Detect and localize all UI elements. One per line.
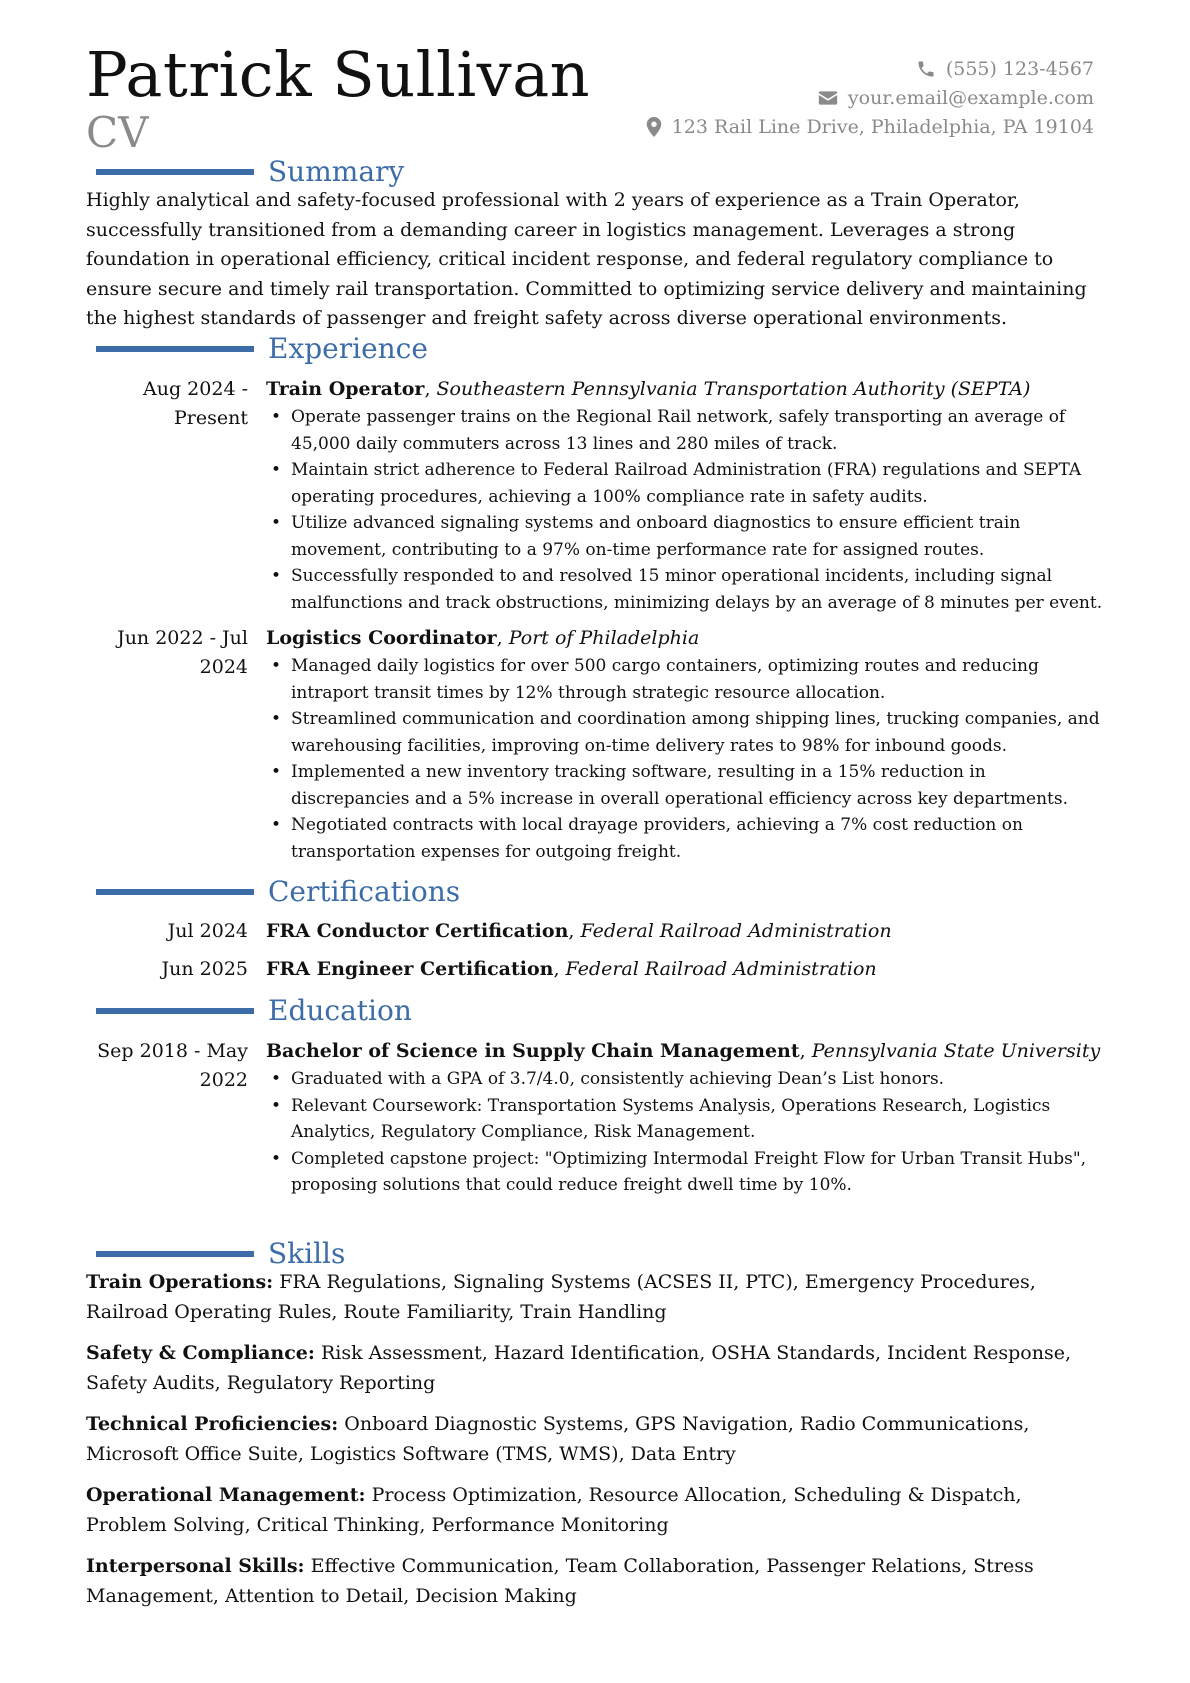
bullet-item: • Graduated with a GPA of 3.7/4.0, consistently achieving Dean’s List honors. xyxy=(266,1066,1106,1093)
skill-text: Effective Communication, Team Collaboration, Passenger Relations, Stress Management, Attention to Detail, Decision Making xyxy=(86,1555,1034,1607)
section-certifications xyxy=(96,875,461,908)
document-type: CV xyxy=(86,108,149,157)
entry-heading: Train Operator, Southeastern Pennsylvania Transportation Authority (SEPTA) xyxy=(266,378,1031,400)
contact-block xyxy=(646,54,1094,141)
phone-icon xyxy=(916,59,936,79)
section-experience xyxy=(96,332,428,365)
entry-title: Train Operator xyxy=(266,378,425,400)
entry-org: Pennsylvania State University xyxy=(811,1040,1101,1062)
entry-date: Jun 2022 - Jul 2024 xyxy=(117,627,248,678)
contact-phone xyxy=(646,54,1094,83)
bullet-item: • Negotiated contracts with local drayage providers, achieving a 7% cost reduction on transportation expenses for outgoing freight. xyxy=(266,812,1106,865)
contact-email xyxy=(646,83,1094,112)
skill-label: Train Operations: xyxy=(86,1271,274,1293)
entry-org: Federal Railroad Administration xyxy=(580,920,892,942)
candidate-name: Patrick Sullivan xyxy=(86,38,591,111)
bullet-item: • Completed capstone project: "Optimizing Intermodal Freight Flow for Urban Transit Hubs", proposing solutions that could reduce freight dwell time by 10%. xyxy=(266,1146,1106,1199)
entry-title: FRA Engineer Certification xyxy=(266,958,554,980)
entry-bullets xyxy=(266,404,1106,616)
section-title: Skills xyxy=(268,1237,346,1270)
skill-label: Technical Proficiencies: xyxy=(86,1413,339,1435)
section-title: Summary xyxy=(268,155,405,188)
section-bar xyxy=(96,1008,254,1014)
entry-title: Logistics Coordinator xyxy=(266,627,497,649)
skill-text: Onboard Diagnostic Systems, GPS Navigation, Radio Communications, Microsoft Office Suite, Logistics Software (TMS, WMS), Data Entry xyxy=(86,1413,1030,1465)
entry-date: Jun 2025 xyxy=(161,958,248,980)
bullet-item: • Managed daily logistics for over 500 cargo containers, optimizing routes and reducing intraport transit times by 12% through strategic resource allocation. xyxy=(266,653,1106,706)
entry-org: Southeastern Pennsylvania Transportation Authority (SEPTA) xyxy=(436,378,1031,400)
section-bar xyxy=(96,346,254,352)
skill-text: Risk Assessment, Hazard Identification, OSHA Standards, Incident Response, Safety Audits, Regulatory Reporting xyxy=(86,1342,1071,1394)
section-education xyxy=(96,994,412,1027)
entry-heading: FRA Engineer Certification, Federal Railroad Administration xyxy=(266,958,877,980)
skill-group xyxy=(86,1339,1106,1398)
bullet-item: • Streamlined communication and coordination among shipping lines, trucking companies, and warehousing facilities, improving on-time delivery rates to 98% for inbound goods. xyxy=(266,706,1106,759)
envelope-icon xyxy=(818,90,838,106)
contact-address xyxy=(646,112,1094,141)
skill-group xyxy=(86,1481,1106,1540)
bullet-item: • Successfully responded to and resolved 15 minor operational incidents, including signal malfunctions and track obstructions, minimizing delays by an average of 8 minutes per event. xyxy=(266,563,1106,616)
bullet-item: • Maintain strict adherence to Federal Railroad Administration (FRA) regulations and SEPTA operating procedures, achieving a 100% compliance rate in safety audits. xyxy=(266,457,1106,510)
entry-org: Federal Railroad Administration xyxy=(565,958,877,980)
skill-label: Interpersonal Skills: xyxy=(86,1555,305,1577)
entry-date: Sep 2018 - May 2022 xyxy=(97,1040,248,1091)
section-bar xyxy=(96,1251,254,1257)
entry-bullets xyxy=(266,1066,1106,1199)
bullet-item: • Relevant Coursework: Transportation Systems Analysis, Operations Research, Logistics Analytics, Regulatory Compliance, Risk Management. xyxy=(266,1093,1106,1146)
section-title: Experience xyxy=(268,332,428,365)
skill-label: Safety & Compliance: xyxy=(86,1342,315,1364)
section-bar xyxy=(96,169,254,175)
skill-text: Process Optimization, Resource Allocation, Scheduling & Dispatch, Problem Solving, Critical Thinking, Performance Monitoring xyxy=(86,1484,1022,1536)
bullet-item: • Implemented a new inventory tracking software, resulting in a 15% reduction in discrepancies and a 5% increase in overall operational efficiency across key departments. xyxy=(266,759,1106,812)
phone-text: (555) 123-4567 xyxy=(945,57,1094,80)
skill-group xyxy=(86,1268,1106,1327)
section-summary xyxy=(96,155,405,188)
entry-title: FRA Conductor Certification xyxy=(266,920,569,942)
skill-group xyxy=(86,1552,1106,1611)
skill-group xyxy=(86,1410,1106,1469)
skill-text: FRA Regulations, Signaling Systems (ACSES II, PTC), Emergency Procedures, Railroad Operating Rules, Route Familiarity, Train Handling xyxy=(86,1271,1036,1323)
entry-heading: Logistics Coordinator, Port of Philadelphia xyxy=(266,627,700,649)
map-pin-icon xyxy=(646,117,662,137)
skill-label: Operational Management: xyxy=(86,1484,366,1506)
entry-date: Jul 2024 xyxy=(167,920,248,942)
email-text[interactable]: your.email@example.com xyxy=(847,86,1094,109)
section-title: Education xyxy=(268,994,412,1027)
section-skills xyxy=(96,1237,346,1270)
entry-heading: Bachelor of Science in Supply Chain Management, Pennsylvania State University xyxy=(266,1040,1101,1062)
entry-date: Aug 2024 - Present xyxy=(143,378,248,429)
section-bar xyxy=(96,889,254,895)
summary-text: Highly analytical and safety-focused professional with 2 years of experience as a Train Operator, successfully transitioned from a demanding career in logistics management. Leverages a strong foundation in operational efficiency, critical incident response, and federal regulatory compliance to ensure secure and timely rail transportation. Committed to optimizing service delivery and maintaining the highest standards of passenger and freight safety across diverse operational environments. xyxy=(86,189,1087,329)
entry-org: Port of Philadelphia xyxy=(508,627,700,649)
section-title: Certifications xyxy=(268,875,461,908)
entry-bullets xyxy=(266,653,1106,865)
bullet-item: • Utilize advanced signaling systems and onboard diagnostics to ensure efficient train movement, contributing to a 97% on-time performance rate for assigned routes. xyxy=(266,510,1106,563)
entry-title: Bachelor of Science in Supply Chain Management xyxy=(266,1040,800,1062)
entry-heading: FRA Conductor Certification, Federal Railroad Administration xyxy=(266,920,892,942)
address-text: 123 Rail Line Drive, Philadelphia, PA 19104 xyxy=(671,115,1094,138)
bullet-item: • Operate passenger trains on the Regional Rail network, safely transporting an average of 45,000 daily commuters across 13 lines and 280 miles of track. xyxy=(266,404,1106,457)
